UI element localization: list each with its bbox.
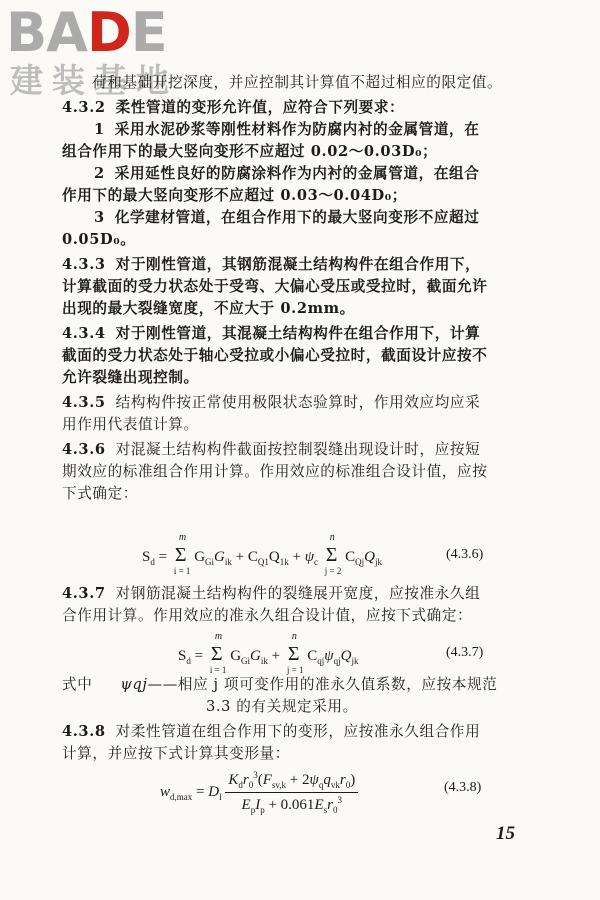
text-line: 下式确定：: [62, 485, 138, 502]
text-line: 截面的受力状态处于轴心受拉或小偏心受拉时，截面设计应按不: [62, 347, 488, 364]
where-clause: 式中 ψqj——相应 j 项可变作用的准永久值系数，应按本规范: [62, 676, 498, 693]
section-4-3-7: 4.3.7 对钢筋混凝土结构构件的裂缝展开宽度，应按准永久组: [62, 585, 481, 602]
body-text: [62, 72, 522, 505]
text-line: 0.05D₀。: [62, 231, 136, 248]
equation-4-3-7: $S_d$ = m Σ i = 1 $G_{Gi}G_{ik}$ + n Σ j = 1 $C_{qj}\psi_{qj}Q_{jk}$: [178, 631, 359, 675]
text-line: 计算，并应按下式计算其变形量：: [62, 745, 290, 762]
equation-number: (4.3.8): [444, 780, 482, 795]
equation-number: (4.3.6): [446, 547, 484, 562]
text-line: 期效应的标准组合作用计算。作用效应的标准组合设计值，应按: [62, 463, 488, 480]
text-line: 合作用计算。作用效应的准永久组合设计值，应按下式确定：: [62, 607, 473, 624]
section-4-3-2: 4.3.2 柔性管道的变形允许值，应符合下列要求：: [62, 99, 405, 116]
text-line: 3.3 的有关规定采用。: [206, 698, 358, 715]
page-number: 15: [496, 823, 515, 844]
equation-4-3-6: $S_d$ = m Σ i = 1 $G_{Gi}G_{ik} + C_{Q1}Q_{1k} + \psi_c$ n Σ j = 2 $C_{Qj}Q_{jk}$: [142, 532, 383, 576]
list-item: 2 采用延性良好的防腐涂料作为内衬的金属管道，在组合: [94, 165, 480, 182]
text-line: 荷和基础开挖深度，并应控制其计算值不超过相应的限定值。: [92, 74, 503, 91]
body-text: [62, 674, 522, 765]
list-item: 3 化学建材管道，在组合作用下的最大竖向变形不应超过: [94, 209, 480, 226]
section-4-3-6: 4.3.6 对混凝土结构构件截面按控制裂缝出现设计时，应按短: [62, 441, 481, 458]
text-line: 组合作用下的最大竖向变形不应超过 0.02～0.03D₀；: [62, 143, 438, 160]
logo-chinese-text: 建装基地: [10, 61, 178, 100]
text-line: 允许裂缝出现控制。: [62, 369, 199, 386]
text-line: 出现的最大裂缝宽度，不应大于 0.2mm。: [62, 300, 355, 317]
equation-number: (4.3.7): [446, 645, 484, 660]
logo-latin-text: BADE: [6, 1, 167, 64]
section-4-3-8: 4.3.8 对柔性管道在组合作用下的变形，应按准永久组合作用: [62, 723, 481, 740]
section-4-3-4: 4.3.4 对于刚性管道，其混凝土结构构件在组合作用下，计算: [62, 325, 481, 342]
list-item: 1 采用水泥砂浆等刚性材料作为防腐内衬的金属管道，在: [94, 121, 480, 138]
text-line: 作用下的最大竖向变形不应超过 0.03～0.04D₀；: [62, 187, 407, 204]
text-line: 计算截面的受力状态处于受弯、大偏心受压或受拉时，截面允许: [62, 278, 488, 295]
text-line: 用作用代表值计算。: [62, 416, 199, 433]
body-text: [62, 583, 522, 627]
equation-4-3-8: $w_{d,max} = D_l$ $\frac{K_dr_0^3(F_{sv,k} + 2\psi_qq_{vk}r_0)}{E_pI_p + 0.061E_sr_0^3}$: [160, 770, 358, 815]
section-4-3-5: 4.3.5 结构构件按正常使用极限状态验算时，作用效应均应采: [62, 394, 481, 411]
section-4-3-3: 4.3.3 对于刚性管道，其钢筋混凝土结构构件在组合作用下，: [62, 256, 481, 273]
psi-symbol: ψqj: [120, 676, 148, 693]
